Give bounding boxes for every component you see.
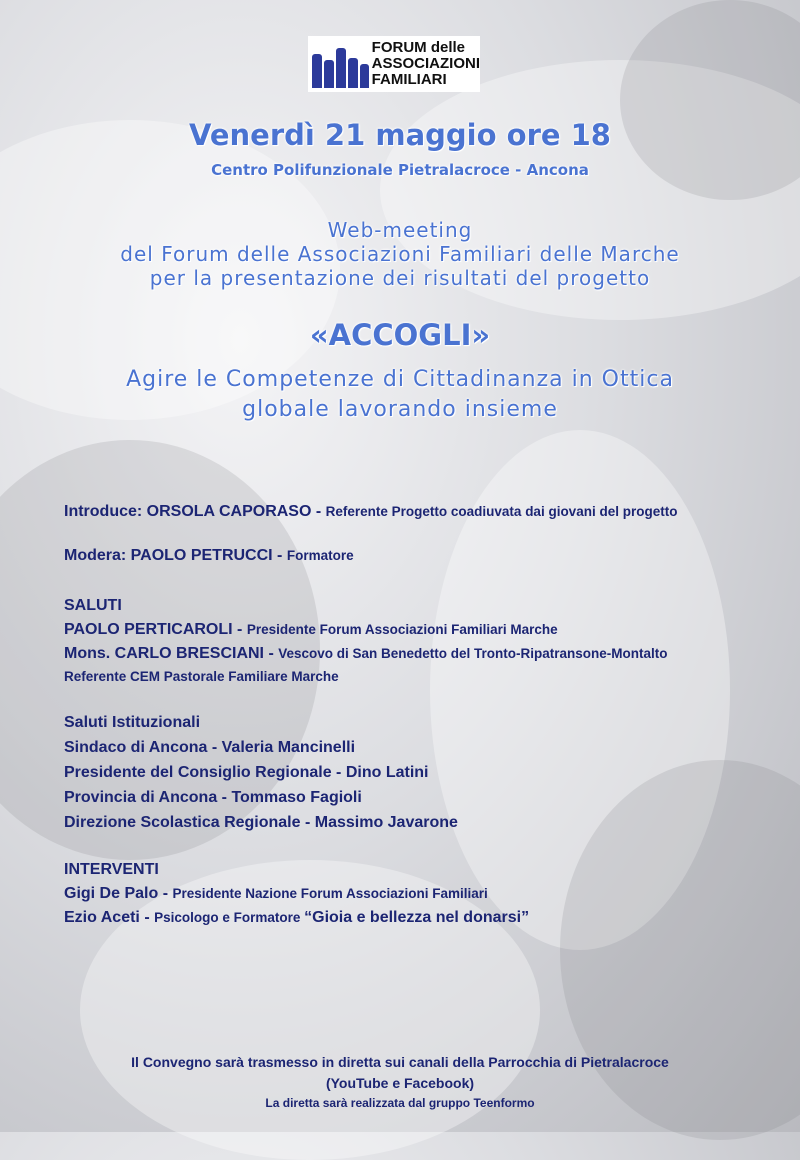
interventi-role: Presidente Nazione Forum Associazioni Familiari bbox=[172, 886, 488, 901]
web-meeting-line-2: del Forum delle Associazioni Familiari delle Marche bbox=[120, 242, 680, 266]
modera-name: Modera: PAOLO PETRUCCI - bbox=[64, 547, 287, 564]
saluti-name: Mons. CARLO BRESCIANI - bbox=[64, 645, 279, 662]
modera-role: Formatore bbox=[286, 548, 354, 563]
event-date: Venerdì 21 maggio ore 18 bbox=[188, 118, 611, 152]
web-meeting-line-3: per la presentazione dei risultati del progetto bbox=[149, 266, 651, 290]
tagline-line-2: globale lavorando insieme bbox=[242, 397, 558, 422]
introduce-role: Referente Progetto coadiuvata dai giovani del progetto bbox=[325, 504, 678, 519]
project-tagline bbox=[0, 365, 800, 425]
saluti-name: PAOLO PERTICAROLI - bbox=[64, 621, 247, 638]
tagline-line-1: Agire le Competenze di Cittadinanza in Ottica bbox=[126, 367, 674, 392]
istituzionali-item: Provincia di Ancona - Tommaso Fagioli bbox=[64, 789, 362, 806]
web-meeting-line-1: Web-meeting bbox=[327, 218, 473, 242]
interventi-role: Psicologo e Formatore bbox=[154, 910, 305, 925]
logo-line-2: ASSOCIAZIONI bbox=[371, 55, 480, 72]
saluti-extra: Referente CEM Pastorale Familiare Marche bbox=[64, 669, 339, 684]
footer-line-3: La diretta sarà realizzata dal gruppo Teenformo bbox=[265, 1096, 535, 1110]
interventi-name: Ezio Aceti - bbox=[64, 909, 155, 926]
interventi-name: Gigi De Palo - bbox=[64, 885, 173, 902]
event-venue: Centro Polifunzionale Pietralacroce - Ancona bbox=[211, 161, 589, 179]
introduce-name: Introduce: ORSOLA CAPORASO - bbox=[64, 503, 326, 520]
family-figures-icon bbox=[308, 36, 370, 92]
interventi-quote: “Gioia e bellezza nel donarsi” bbox=[304, 909, 530, 926]
footer-line-2: (YouTube e Facebook) bbox=[325, 1075, 475, 1091]
saluti-title: SALUTI bbox=[64, 597, 122, 614]
introduce-line bbox=[64, 503, 677, 521]
saluti-role: Presidente Forum Associazioni Familiari Marche bbox=[246, 622, 558, 637]
project-name: «ACCOGLI» bbox=[309, 318, 491, 352]
web-meeting-title bbox=[0, 218, 800, 290]
logo-line-3: FAMILIARI bbox=[371, 71, 447, 88]
interventi-item bbox=[64, 885, 488, 903]
footer-line-1: Il Convegno sarà trasmesso in diretta sui canali della Parrocchia di Pietralacroce bbox=[131, 1054, 669, 1070]
modera-line bbox=[64, 547, 354, 565]
saluti-item bbox=[64, 621, 558, 639]
interventi-title: INTERVENTI bbox=[64, 861, 159, 878]
saluti-item bbox=[64, 645, 668, 663]
forum-logo bbox=[308, 36, 480, 92]
saluti-role: Vescovo di San Benedetto del Tronto-Ripatransone-Montalto bbox=[278, 646, 668, 661]
istituzionali-title: Saluti Istituzionali bbox=[64, 714, 201, 731]
istituzionali-item: Direzione Scolastica Regionale - Massimo Javarone bbox=[64, 814, 458, 831]
interventi-item bbox=[64, 909, 529, 927]
istituzionali-item: Sindaco di Ancona - Valeria Mancinelli bbox=[64, 739, 356, 756]
istituzionali-item: Presidente del Consiglio Regionale - Dino Latini bbox=[64, 764, 429, 781]
logo-line-1: FORUM delle bbox=[371, 39, 465, 56]
